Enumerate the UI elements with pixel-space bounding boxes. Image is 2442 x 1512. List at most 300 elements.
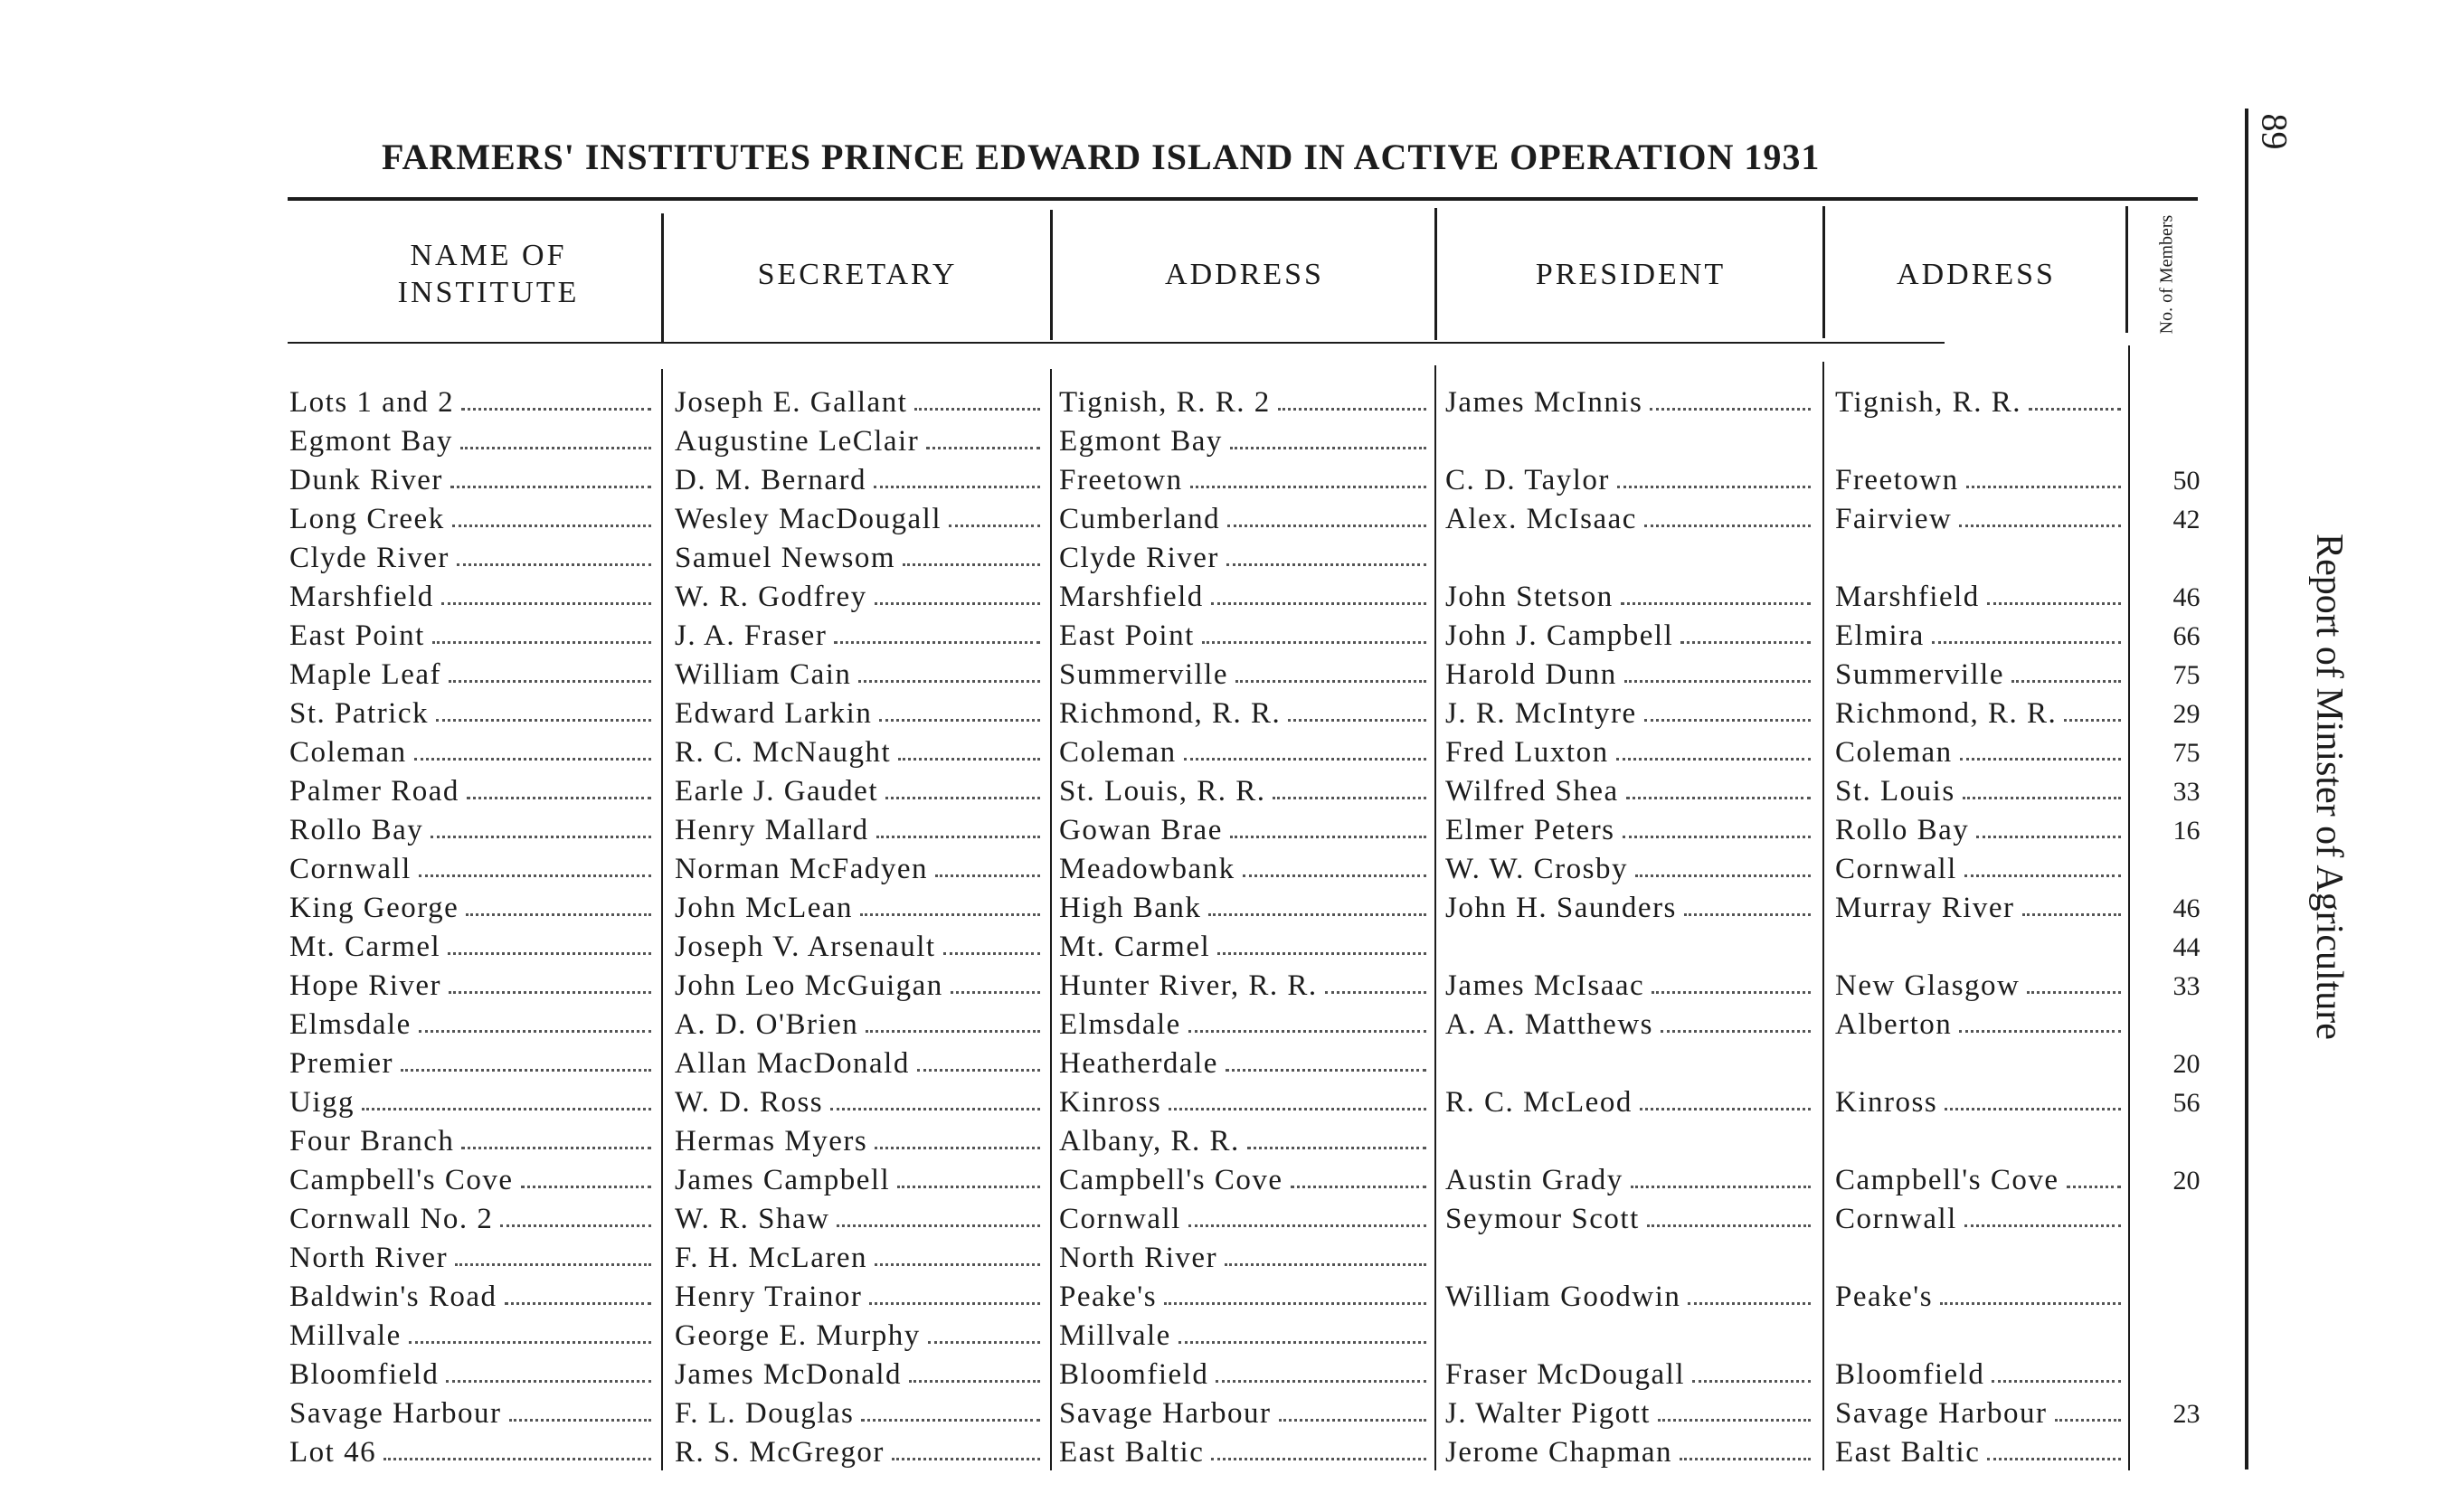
- cell-text: Dunk River: [289, 464, 443, 496]
- cell-address: [1059, 772, 1430, 811]
- cell-institute: [289, 1161, 655, 1200]
- cell-text: St. Patrick: [289, 697, 429, 730]
- dot-leader: [1190, 486, 1426, 488]
- cell-text: Henry Trainor: [675, 1280, 863, 1313]
- cell-secretary: [675, 889, 1044, 928]
- cell-institute: [289, 539, 655, 578]
- cell-text: Austin Grady: [1445, 1164, 1623, 1196]
- cell-members: [2139, 539, 2234, 578]
- dot-leader: [860, 913, 1040, 916]
- table-row: [0, 1083, 2442, 1122]
- cell-text: D. M. Bernard: [675, 464, 866, 496]
- cell-text: Campbell's Cove: [1835, 1164, 2059, 1196]
- cell-text: Kinross: [1835, 1086, 1938, 1119]
- cell-secretary: [675, 772, 1044, 811]
- header-institute: NAME OF INSTITUTE: [397, 239, 580, 309]
- cell-institute: [289, 772, 655, 811]
- col-divider: [661, 213, 664, 342]
- cell-text: Uigg: [289, 1086, 355, 1119]
- dot-leader: [1211, 602, 1426, 605]
- cell-text: Fraser McDougall: [1445, 1358, 1686, 1391]
- cell-institute: [289, 1278, 655, 1317]
- page-title: FARMERS' INSTITUTES PRINCE EDWARD ISLAND IN ACTIVE OPERATION 1931: [382, 137, 1821, 177]
- cell-members: [2139, 1083, 2234, 1122]
- cell-text: Alberton: [1835, 1008, 1953, 1041]
- cell-text: 20: [2172, 1165, 2201, 1195]
- cell-text: Gowan Brae: [1059, 814, 1223, 846]
- cell-secretary: [675, 695, 1044, 733]
- cell-text: Cornwall: [1059, 1203, 1181, 1235]
- cell-address: [1059, 461, 1430, 500]
- cell-address: [1059, 811, 1430, 850]
- cell-secretary: [675, 656, 1044, 695]
- cell-members: [2139, 1122, 2234, 1161]
- dot-leader: [879, 719, 1040, 722]
- cell-text: Rollo Bay: [289, 814, 424, 846]
- cell-text: Lot 46: [289, 1436, 377, 1469]
- dot-leader: [362, 1108, 651, 1110]
- dot-leader: [509, 1419, 651, 1422]
- cell-address: [1059, 1278, 1430, 1317]
- cell-address: [1059, 928, 1430, 967]
- cell-text: Cornwall: [1835, 1203, 1957, 1235]
- cell-text: George E. Murphy: [675, 1319, 921, 1352]
- dot-leader: [866, 1030, 1040, 1033]
- title-rule: [288, 197, 2198, 201]
- cell-president-address: [1835, 695, 2125, 733]
- cell-institute: [289, 1006, 655, 1044]
- cell-secretary: [675, 617, 1044, 656]
- cell-members: [2139, 1394, 2234, 1433]
- cell-address: [1059, 1317, 1430, 1356]
- dot-leader: [450, 486, 651, 488]
- cell-text: Long Creek: [289, 503, 445, 535]
- cell-president: [1445, 850, 1814, 889]
- cell-text: Bloomfield: [289, 1358, 440, 1391]
- dot-leader: [419, 1030, 651, 1033]
- dot-leader: [449, 680, 651, 683]
- cell-president: [1445, 733, 1814, 772]
- cell-text: Joseph E. Gallant: [675, 386, 908, 419]
- cell-president: [1445, 1433, 1814, 1472]
- dot-leader: [903, 563, 1040, 566]
- cell-members: [2139, 1433, 2234, 1472]
- cell-president: [1445, 539, 1814, 578]
- cell-text: 75: [2172, 659, 2201, 690]
- dot-leader: [1211, 1458, 1426, 1460]
- cell-text: Egmont Bay: [289, 425, 453, 458]
- cell-address: [1059, 889, 1430, 928]
- cell-institute: [289, 1083, 655, 1122]
- cell-text: Richmond, R. R.: [1059, 697, 1282, 730]
- cell-president-address: [1835, 1161, 2125, 1200]
- cell-institute: [289, 811, 655, 850]
- cell-text: John Stetson: [1445, 581, 1614, 613]
- dot-leader: [1964, 874, 2121, 877]
- cell-text: W. R. Godfrey: [675, 581, 867, 613]
- cell-text: Fairview: [1835, 503, 1953, 535]
- dot-leader: [449, 991, 651, 994]
- cell-members: [2139, 772, 2234, 811]
- dot-leader: [1184, 758, 1426, 761]
- dot-leader: [2011, 680, 2121, 683]
- cell-president-address: [1835, 1356, 2125, 1394]
- cell-text: A. D. O'Brien: [675, 1008, 859, 1041]
- dot-leader: [875, 1263, 1040, 1266]
- cell-text: Jerome Chapman: [1445, 1436, 1673, 1469]
- cell-text: Samuel Newsom: [675, 542, 896, 574]
- cell-members: [2139, 1044, 2234, 1083]
- cell-text: 46: [2172, 581, 2201, 612]
- cell-text: Allan MacDonald: [675, 1047, 910, 1080]
- cell-members: [2139, 928, 2234, 967]
- cell-text: Henry Mallard: [675, 814, 869, 846]
- cell-members: [2139, 1356, 2234, 1394]
- dot-leader: [1616, 758, 1811, 761]
- dot-leader: [926, 447, 1040, 449]
- cell-institute: [289, 617, 655, 656]
- dot-leader: [1661, 1030, 1811, 1033]
- cell-text: Earle J. Gaudet: [675, 775, 878, 808]
- header-address: ADDRESS: [1165, 257, 1324, 291]
- table-row: [0, 578, 2442, 617]
- dot-leader: [1288, 719, 1426, 722]
- cell-institute: [289, 1356, 655, 1394]
- cell-text: Campbell's Cove: [1059, 1164, 1283, 1196]
- cell-text: Cornwall: [289, 853, 412, 885]
- cell-text: Heatherdale: [1059, 1047, 1218, 1080]
- table-row: [0, 1122, 2442, 1161]
- dot-leader: [1640, 1108, 1811, 1110]
- dot-leader: [914, 408, 1040, 411]
- dot-leader: [1247, 1147, 1426, 1149]
- dot-leader: [1208, 913, 1426, 916]
- dot-leader: [1940, 1302, 2121, 1305]
- cell-text: John J. Campbell: [1445, 619, 1674, 652]
- cell-institute: [289, 1239, 655, 1278]
- dot-leader: [897, 1186, 1040, 1188]
- cell-president-address: [1835, 889, 2125, 928]
- cell-text: 66: [2172, 620, 2201, 651]
- cell-text: Fred Luxton: [1445, 736, 1609, 769]
- table-row: [0, 1161, 2442, 1200]
- cell-text: Egmont Bay: [1059, 425, 1223, 458]
- dot-leader: [1680, 641, 1811, 644]
- cell-president: [1445, 422, 1814, 461]
- cell-members: [2139, 500, 2234, 539]
- cell-text: Freetown: [1059, 464, 1183, 496]
- cell-address: [1059, 850, 1430, 889]
- cell-president-address: [1835, 850, 2125, 889]
- dot-leader: [1966, 486, 2121, 488]
- cell-president: [1445, 928, 1814, 967]
- dot-leader: [2029, 408, 2121, 411]
- cell-president: [1445, 889, 1814, 928]
- table-row: [0, 1006, 2442, 1044]
- cell-secretary: [675, 1006, 1044, 1044]
- cell-text: 44: [2172, 931, 2201, 962]
- dot-leader: [892, 1458, 1040, 1460]
- table-row: [0, 967, 2442, 1006]
- cell-president: [1445, 617, 1814, 656]
- dot-leader: [1652, 991, 1811, 994]
- dot-leader: [928, 1341, 1040, 1344]
- cell-text: Tignish, R. R. 2: [1059, 386, 1271, 419]
- cell-address: [1059, 1044, 1430, 1083]
- dot-leader: [2055, 1419, 2121, 1422]
- cell-text: Hunter River, R. R.: [1059, 969, 1318, 1002]
- table-row: [0, 1317, 2442, 1356]
- dot-leader: [1230, 447, 1426, 449]
- cell-text: Clyde River: [289, 542, 450, 574]
- dot-leader: [861, 1419, 1040, 1422]
- cell-text: 42: [2172, 504, 2201, 534]
- dot-leader: [1235, 680, 1426, 683]
- dot-leader: [2064, 719, 2121, 722]
- dot-leader: [436, 719, 651, 722]
- cell-members: [2139, 461, 2234, 500]
- table-row: [0, 1356, 2442, 1394]
- cell-text: Elmer Peters: [1445, 814, 1615, 846]
- dot-leader: [505, 1302, 651, 1305]
- cell-text: Richmond, R. R.: [1835, 697, 2058, 730]
- dot-leader: [1959, 1030, 2121, 1033]
- table-row: [0, 1433, 2442, 1472]
- cell-secretary: [675, 1044, 1044, 1083]
- cell-address: [1059, 967, 1430, 1006]
- cell-text: Mt. Carmel: [1059, 931, 1211, 963]
- cell-members: [2139, 850, 2234, 889]
- cell-text: F. L. Douglas: [675, 1397, 855, 1430]
- cell-address: [1059, 1161, 1430, 1200]
- cell-text: St. Louis, R. R.: [1059, 775, 1266, 808]
- dot-leader: [460, 447, 651, 449]
- cell-address: [1059, 1122, 1430, 1161]
- cell-institute: [289, 1200, 655, 1239]
- cell-text: Millvale: [289, 1319, 402, 1352]
- cell-text: King George: [289, 892, 459, 924]
- table-row: [0, 928, 2442, 967]
- table-row: [0, 1278, 2442, 1317]
- cell-text: Cornwall: [1835, 853, 1957, 885]
- cell-president: [1445, 1200, 1814, 1239]
- table-row: [0, 889, 2442, 928]
- cell-text: John H. Saunders: [1445, 892, 1677, 924]
- cell-text: Lots 1 and 2: [289, 386, 455, 419]
- dot-leader: [1243, 874, 1426, 877]
- cell-text: James Campbell: [675, 1164, 891, 1196]
- cell-president: [1445, 461, 1814, 500]
- table-row: [0, 422, 2442, 461]
- cell-text: W. W. Crosby: [1445, 853, 1628, 885]
- table-row: [0, 617, 2442, 656]
- cell-president-address: [1835, 1122, 2125, 1161]
- cell-text: Savage Harbour: [1059, 1397, 1272, 1430]
- cell-text: Freetown: [1835, 464, 1959, 496]
- dot-leader: [1964, 1224, 2121, 1227]
- cell-president: [1445, 1006, 1814, 1044]
- cell-institute: [289, 500, 655, 539]
- cell-secretary: [675, 967, 1044, 1006]
- cell-institute: [289, 656, 655, 695]
- col-divider: [1050, 210, 1053, 340]
- cell-text: 23: [2172, 1398, 2201, 1429]
- cell-members: [2139, 967, 2234, 1006]
- cell-institute: [289, 889, 655, 928]
- dot-leader: [875, 1147, 1040, 1149]
- cell-institute: [289, 850, 655, 889]
- cell-text: C. D. Taylor: [1445, 464, 1610, 496]
- cell-institute: [289, 1122, 655, 1161]
- dot-leader: [466, 913, 651, 916]
- cell-address: [1059, 1006, 1430, 1044]
- dot-leader: [875, 602, 1040, 605]
- cell-text: Cornwall No. 2: [289, 1203, 494, 1235]
- cell-members: [2139, 1239, 2234, 1278]
- cell-secretary: [675, 1161, 1044, 1200]
- cell-text: Coleman: [1059, 736, 1177, 769]
- cell-members: [2139, 422, 2234, 461]
- cell-text: Savage Harbour: [289, 1397, 502, 1430]
- cell-text: Mt. Carmel: [289, 931, 441, 963]
- table-row: [0, 811, 2442, 850]
- cell-text: Four Branch: [289, 1125, 455, 1158]
- dot-leader: [1631, 1186, 1811, 1188]
- cell-institute: [289, 383, 655, 422]
- cell-address: [1059, 1200, 1430, 1239]
- cell-text: John Leo McGuigan: [675, 969, 943, 1002]
- header-bottom-rule: [288, 342, 1945, 344]
- dot-leader: [1273, 797, 1426, 799]
- dot-leader: [419, 874, 651, 877]
- dot-leader: [414, 758, 651, 761]
- cell-president: [1445, 1239, 1814, 1278]
- cell-address: [1059, 539, 1430, 578]
- cell-president: [1445, 578, 1814, 617]
- cell-text: Alex. McIsaac: [1445, 503, 1637, 535]
- dot-leader: [467, 797, 651, 799]
- dot-leader: [1635, 874, 1811, 877]
- cell-president: [1445, 1122, 1814, 1161]
- cell-president-address: [1835, 383, 2125, 422]
- dot-leader: [1626, 797, 1811, 799]
- cell-text: Coleman: [1835, 736, 1953, 769]
- dot-leader: [1325, 991, 1426, 994]
- cell-institute: [289, 461, 655, 500]
- dot-leader: [431, 836, 651, 838]
- dot-leader: [1976, 836, 2121, 838]
- cell-secretary: [675, 1239, 1044, 1278]
- cell-text: James McDonald: [675, 1358, 903, 1391]
- dot-leader: [441, 602, 651, 605]
- dot-leader: [452, 524, 651, 527]
- cell-text: Joseph V. Arsenault: [675, 931, 936, 963]
- dot-leader: [1692, 1380, 1811, 1383]
- header-secretary: SECRETARY: [757, 257, 958, 291]
- table-body: [0, 383, 2442, 1472]
- cell-president-address: [1835, 1200, 2125, 1239]
- cell-secretary: [675, 850, 1044, 889]
- dot-leader: [2067, 1186, 2121, 1188]
- cell-president-address: [1835, 422, 2125, 461]
- cell-text: Wesley MacDougall: [675, 503, 942, 535]
- cell-president: [1445, 656, 1814, 695]
- dot-leader: [1644, 524, 1811, 527]
- cell-text: North River: [289, 1242, 449, 1274]
- dot-leader: [383, 1458, 651, 1460]
- cell-text: James McInnis: [1445, 386, 1643, 419]
- dot-leader: [1227, 524, 1426, 527]
- header-members: No. of Members: [2156, 214, 2177, 334]
- cell-president-address: [1835, 1278, 2125, 1317]
- cell-president-address: [1835, 967, 2125, 1006]
- cell-president-address: [1835, 811, 2125, 850]
- dot-leader: [455, 1263, 651, 1266]
- dot-leader: [448, 952, 651, 955]
- cell-text: J. R. McIntyre: [1445, 697, 1637, 730]
- dot-leader: [935, 874, 1040, 877]
- cell-president-address: [1835, 578, 2125, 617]
- cell-text: New Glasgow: [1835, 969, 2021, 1002]
- cell-address: [1059, 617, 1430, 656]
- cell-secretary: [675, 1433, 1044, 1472]
- cell-text: Albany, R. R.: [1059, 1125, 1240, 1158]
- cell-president: [1445, 1044, 1814, 1083]
- cell-text: East Point: [1059, 619, 1195, 652]
- cell-text: Murray River: [1835, 892, 2015, 924]
- dot-leader: [874, 486, 1040, 488]
- cell-president: [1445, 811, 1814, 850]
- dot-leader: [1963, 797, 2121, 799]
- table-row: [0, 656, 2442, 695]
- cell-text: Coleman: [289, 736, 407, 769]
- cell-address: [1059, 1083, 1430, 1122]
- cell-president-address: [1835, 1006, 2125, 1044]
- cell-president-address: [1835, 1317, 2125, 1356]
- cell-address: [1059, 383, 1430, 422]
- cell-president-address: [1835, 733, 2125, 772]
- table-row: [0, 850, 2442, 889]
- cell-secretary: [675, 383, 1044, 422]
- dot-leader: [1644, 719, 1811, 722]
- cell-members: [2139, 889, 2234, 928]
- dot-leader: [1202, 641, 1426, 644]
- cell-text: R. C. McNaught: [675, 736, 892, 769]
- cell-text: Edward Larkin: [675, 697, 873, 730]
- cell-members: [2139, 1200, 2234, 1239]
- cell-president-address: [1835, 617, 2125, 656]
- cell-president: [1445, 1317, 1814, 1356]
- cell-secretary: [675, 1083, 1044, 1122]
- cell-president-address: [1835, 1433, 2125, 1472]
- cell-president: [1445, 967, 1814, 1006]
- cell-institute: [289, 422, 655, 461]
- cell-text: Peake's: [1059, 1280, 1158, 1313]
- cell-members: [2139, 1161, 2234, 1200]
- dot-leader: [1960, 758, 2121, 761]
- cell-text: 16: [2172, 815, 2201, 846]
- cell-text: 33: [2172, 776, 2201, 807]
- cell-secretary: [675, 422, 1044, 461]
- cell-secretary: [675, 461, 1044, 500]
- cell-text: Tignish, R. R.: [1835, 386, 2021, 419]
- cell-institute: [289, 1394, 655, 1433]
- cell-text: James McIsaac: [1445, 969, 1645, 1002]
- cell-president-address: [1835, 772, 2125, 811]
- cell-text: W. D. Ross: [675, 1086, 824, 1119]
- cell-members: [2139, 1278, 2234, 1317]
- dot-leader: [2027, 991, 2121, 994]
